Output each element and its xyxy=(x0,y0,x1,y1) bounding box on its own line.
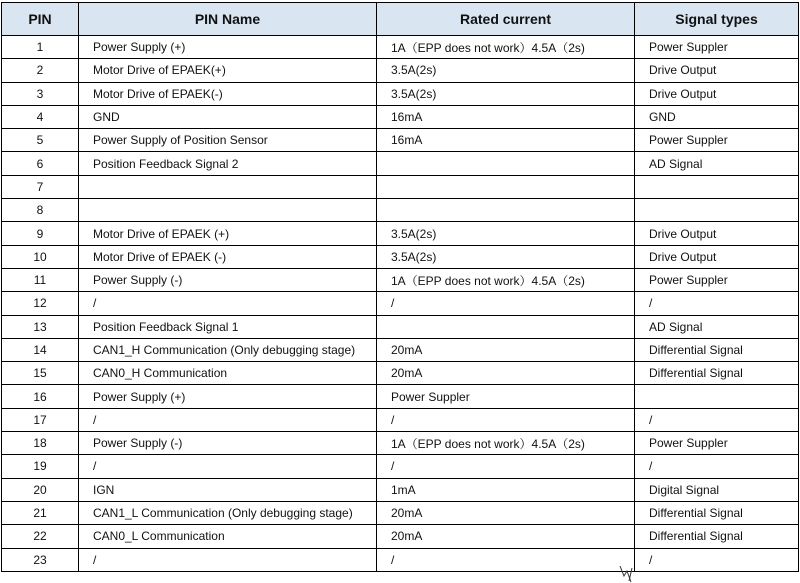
pin-cell: 16 xyxy=(2,385,79,408)
pin-cell: 4 xyxy=(2,105,79,128)
signal-type-cell: Drive Output xyxy=(635,82,799,105)
pin-cell: 21 xyxy=(2,501,79,524)
pin-name-cell: Power Supply (+) xyxy=(79,36,377,59)
rated-current-cell: 3.5A(2s) xyxy=(377,245,635,268)
pin-name-cell: / xyxy=(79,548,377,571)
signal-type-cell: Power Suppler xyxy=(635,268,799,291)
pin-cell: 12 xyxy=(2,292,79,315)
table-row xyxy=(2,478,799,501)
table-row xyxy=(2,385,799,408)
table-row xyxy=(2,222,799,245)
table-row xyxy=(2,129,799,152)
rated-current-cell: / xyxy=(377,408,635,431)
pin-cell: 15 xyxy=(2,362,79,385)
pin-cell: 9 xyxy=(2,222,79,245)
table-row xyxy=(2,548,799,571)
rated-current-cell: 1A（EPP does not work）4.5A（2s) xyxy=(377,268,635,291)
table-row xyxy=(2,175,799,198)
signal-type-cell: Differential Signal xyxy=(635,525,799,548)
rated-current-cell: / xyxy=(377,548,635,571)
table-row xyxy=(2,455,799,478)
pin-cell: 23 xyxy=(2,548,79,571)
rated-current-cell: 20mA xyxy=(377,338,635,361)
signal-type-cell: GND xyxy=(635,105,799,128)
table-row xyxy=(2,292,799,315)
table-row xyxy=(2,432,799,455)
pin-cell: 20 xyxy=(2,478,79,501)
header-pin-name: PIN Name xyxy=(79,3,377,36)
signal-type-cell: / xyxy=(635,548,799,571)
pin-cell: 14 xyxy=(2,338,79,361)
signal-type-cell: Differential Signal xyxy=(635,501,799,524)
pin-cell: 2 xyxy=(2,59,79,82)
pin-cell: 11 xyxy=(2,268,79,291)
signal-type-cell: Power Suppler xyxy=(635,129,799,152)
pin-cell: 18 xyxy=(2,432,79,455)
rated-current-cell: 20mA xyxy=(377,362,635,385)
signal-type-cell: AD Signal xyxy=(635,315,799,338)
rated-current-cell xyxy=(377,315,635,338)
pin-cell: 10 xyxy=(2,245,79,268)
rated-current-cell: / xyxy=(377,292,635,315)
pin-cell: 6 xyxy=(2,152,79,175)
table-row xyxy=(2,152,799,175)
signal-type-cell: Drive Output xyxy=(635,222,799,245)
signal-type-cell: Differential Signal xyxy=(635,362,799,385)
pin-name-cell: Motor Drive of EPAEK(+) xyxy=(79,59,377,82)
rated-current-cell: 20mA xyxy=(377,501,635,524)
signal-type-cell: / xyxy=(635,408,799,431)
rated-current-cell xyxy=(377,175,635,198)
rated-current-cell: 20mA xyxy=(377,525,635,548)
pin-table xyxy=(1,2,799,572)
rated-current-cell: 16mA xyxy=(377,105,635,128)
rated-current-cell: 1A（EPP does not work）4.5A（2s) xyxy=(377,432,635,455)
rated-current-cell: 3.5A(2s) xyxy=(377,222,635,245)
pin-name-cell: Power Supply (-) xyxy=(79,432,377,455)
table-row xyxy=(2,105,799,128)
pin-cell: 17 xyxy=(2,408,79,431)
signal-type-cell: Power Suppler xyxy=(635,36,799,59)
rated-current-cell xyxy=(377,152,635,175)
signal-type-cell: / xyxy=(635,292,799,315)
rated-current-cell: 1mA xyxy=(377,478,635,501)
signal-type-cell xyxy=(635,385,799,408)
header-signal-types: Signal types xyxy=(635,3,799,36)
pin-name-cell: / xyxy=(79,292,377,315)
signal-type-cell: Differential Signal xyxy=(635,338,799,361)
table-row xyxy=(2,525,799,548)
pin-name-cell: CAN1_H Communication (Only debugging stage) xyxy=(79,338,377,361)
pin-name-cell: Power Supply (-) xyxy=(79,268,377,291)
pin-name-cell: CAN0_H Communication xyxy=(79,362,377,385)
pin-name-cell: Motor Drive of EPAEK (-) xyxy=(79,245,377,268)
table-row xyxy=(2,501,799,524)
pin-name-cell: IGN xyxy=(79,478,377,501)
table-row xyxy=(2,82,799,105)
signal-type-cell: Drive Output xyxy=(635,245,799,268)
pin-name-cell: Motor Drive of EPAEK(-) xyxy=(79,82,377,105)
table-row xyxy=(2,36,799,59)
signal-type-cell xyxy=(635,175,799,198)
signal-type-cell: Digital Signal xyxy=(635,478,799,501)
table-row xyxy=(2,315,799,338)
handwritten-mark xyxy=(618,566,638,583)
signal-type-cell: Drive Output xyxy=(635,59,799,82)
pin-cell: 22 xyxy=(2,525,79,548)
table-row xyxy=(2,59,799,82)
pin-name-cell: Power Supply (+) xyxy=(79,385,377,408)
pin-cell: 13 xyxy=(2,315,79,338)
pin-name-cell: Motor Drive of EPAEK (+) xyxy=(79,222,377,245)
table-row xyxy=(2,245,799,268)
signal-type-cell: AD Signal xyxy=(635,152,799,175)
pin-name-cell: Position Feedback Signal 2 xyxy=(79,152,377,175)
pin-cell: 5 xyxy=(2,129,79,152)
pin-name-cell: / xyxy=(79,455,377,478)
pin-cell: 3 xyxy=(2,82,79,105)
rated-current-cell: Power Suppler xyxy=(377,385,635,408)
rated-current-cell: 1A（EPP does not work）4.5A（2s) xyxy=(377,36,635,59)
rated-current-cell: 3.5A(2s) xyxy=(377,82,635,105)
header-pin: PIN xyxy=(2,3,79,36)
rated-current-cell: 16mA xyxy=(377,129,635,152)
pin-name-cell: CAN0_L Communication xyxy=(79,525,377,548)
pin-name-cell xyxy=(79,199,377,222)
signal-type-cell: / xyxy=(635,455,799,478)
pin-name-cell: Power Supply of Position Sensor xyxy=(79,129,377,152)
pin-name-cell: Position Feedback Signal 1 xyxy=(79,315,377,338)
pin-table-body xyxy=(2,36,799,572)
pin-cell: 7 xyxy=(2,175,79,198)
table-row xyxy=(2,408,799,431)
rated-current-cell: / xyxy=(377,455,635,478)
pin-cell: 8 xyxy=(2,199,79,222)
pin-name-cell: / xyxy=(79,408,377,431)
signal-type-cell: Power Suppler xyxy=(635,432,799,455)
header-rated-current: Rated current xyxy=(377,3,635,36)
pin-name-cell xyxy=(79,175,377,198)
pin-table-head xyxy=(2,3,799,36)
signal-type-cell xyxy=(635,199,799,222)
pin-cell: 19 xyxy=(2,455,79,478)
header-row xyxy=(2,3,799,36)
pin-name-cell: GND xyxy=(79,105,377,128)
rated-current-cell: 3.5A(2s) xyxy=(377,59,635,82)
pin-name-cell: CAN1_L Communication (Only debugging stage) xyxy=(79,501,377,524)
table-row xyxy=(2,268,799,291)
table-row xyxy=(2,362,799,385)
table-row xyxy=(2,199,799,222)
table-row xyxy=(2,338,799,361)
rated-current-cell xyxy=(377,199,635,222)
pin-cell: 1 xyxy=(2,36,79,59)
